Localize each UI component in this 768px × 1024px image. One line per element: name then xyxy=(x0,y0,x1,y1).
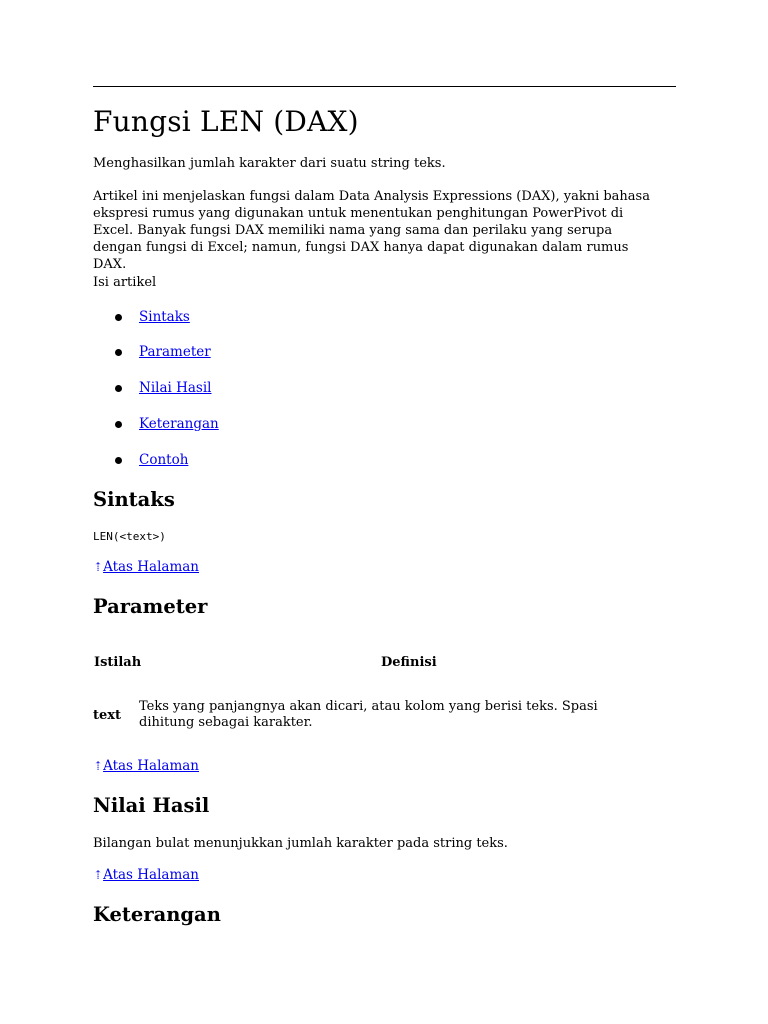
back-to-top-link[interactable] xyxy=(93,559,653,576)
bullet-icon xyxy=(115,349,122,356)
bullet-icon xyxy=(115,385,122,392)
toc-link-nilai-hasil[interactable]: Nilai Hasil xyxy=(139,380,212,396)
back-to-top-link[interactable] xyxy=(93,758,653,775)
arrow-up-icon: ⇡ xyxy=(93,759,104,773)
summary-text: Menghasilkan jumlah karakter dari suatu string teks. xyxy=(93,156,446,171)
section-heading-sintaks: Sintaks xyxy=(93,488,175,511)
toc-link-keterangan[interactable]: Keterangan xyxy=(139,416,219,432)
bullet-icon xyxy=(115,457,122,464)
bullet-icon xyxy=(115,421,122,428)
back-to-top-label[interactable]: Atas Halaman xyxy=(103,758,199,774)
arrow-up-icon: ⇡ xyxy=(93,560,104,574)
back-to-top-label[interactable]: Atas Halaman xyxy=(103,867,199,883)
toc-link-contoh[interactable]: Contoh xyxy=(139,452,189,468)
toc-link-sintaks[interactable]: Sintaks xyxy=(139,309,190,325)
intro-text: Artikel ini menjelaskan fungsi dalam Data Analysis Expressions (DAX), yakni bahasa ekspresi rumus yang digunakan untuk menentukan penghitungan PowerPivot di Excel. Banyak fungsi DAX memiliki nama yang sama dan perilaku yang serupa dengan fungsi di Excel; namun, fungsi DAX hanya dapat digunakan dalam rumus DAX. xyxy=(93,189,650,272)
bullet-icon xyxy=(115,314,122,321)
section-heading-parameter: Parameter xyxy=(93,595,208,618)
syntax-code: LEN(<text>) xyxy=(93,530,166,543)
table-cell-definition: Teks yang panjangnya akan dicari, atau kolom yang berisi teks. Spasi dihitung sebagai karakter. xyxy=(139,699,598,730)
section-heading-nilai-hasil: Nilai Hasil xyxy=(93,794,210,817)
back-to-top-label[interactable]: Atas Halaman xyxy=(103,559,199,575)
toc-link-parameter[interactable]: Parameter xyxy=(139,344,211,360)
page-title: Fungsi LEN (DAX) xyxy=(93,105,359,138)
back-to-top-link[interactable] xyxy=(93,867,653,884)
table-cell-term: text xyxy=(93,708,122,723)
return-value-text: Bilangan bulat menunjukkan jumlah karakter pada string teks. xyxy=(93,836,508,851)
arrow-up-icon: ⇡ xyxy=(93,868,104,882)
toc-label: Isi artikel xyxy=(93,275,157,290)
column-header-term: Istilah xyxy=(94,655,142,670)
top-divider xyxy=(93,86,676,87)
section-heading-keterangan: Keterangan xyxy=(93,903,221,926)
column-header-definition: Definisi xyxy=(381,655,437,670)
